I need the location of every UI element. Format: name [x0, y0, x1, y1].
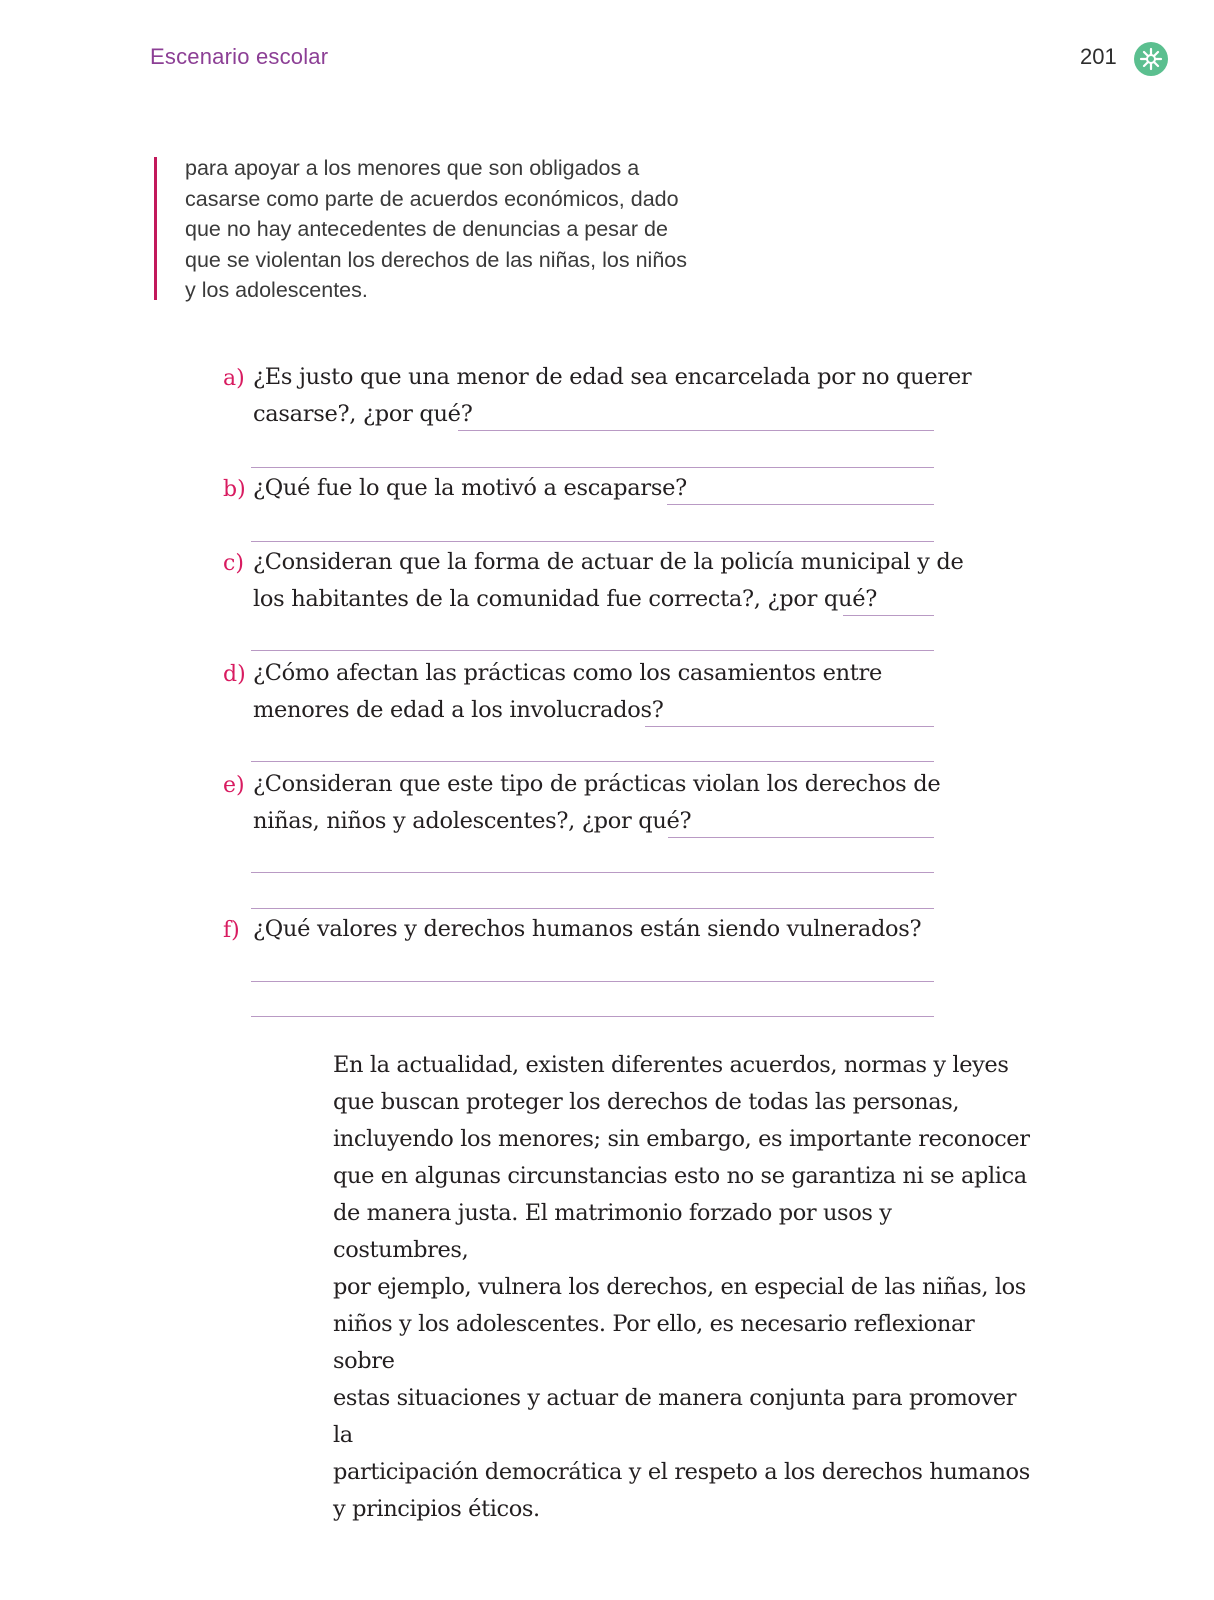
question-letter: f): [223, 918, 240, 943]
quote-line: y los adolescentes.: [185, 278, 368, 302]
answer-line[interactable]: [458, 430, 934, 431]
question-letter: e): [223, 773, 245, 798]
page-number: 201: [1080, 44, 1117, 69]
closing-paragraph: [333, 1047, 1033, 1528]
closing-line: de manera justa. El matrimonio forzado por usos y costumbres,: [333, 1200, 892, 1263]
question-text: ¿Cómo afectan las prácticas como los casamientos entre: [253, 660, 882, 686]
question-text: ¿Es justo que una menor de edad sea encarcelada por no querer: [253, 364, 972, 390]
quote-line: que no hay antecedentes de denuncias a pesar de: [185, 217, 668, 241]
closing-line: En la actualidad, existen diferentes acuerdos, normas y leyes: [333, 1052, 1009, 1078]
question-text: ¿Qué valores y derechos humanos están siendo vulnerados?: [253, 916, 922, 942]
quote-line: casarse como parte de acuerdos económicos, dado: [185, 186, 679, 211]
answer-line[interactable]: [251, 541, 934, 542]
quote-text: [185, 153, 745, 306]
question-text: menores de edad a los involucrados?: [253, 697, 664, 723]
answer-line[interactable]: [251, 872, 934, 873]
quote-line: que se violentan los derechos de las niñas, los niños: [185, 247, 687, 272]
question-text: ¿Qué fue lo que la motivó a escaparse?: [253, 475, 687, 501]
answer-line[interactable]: [251, 981, 934, 982]
answer-line[interactable]: [667, 504, 934, 505]
answer-line[interactable]: [843, 615, 934, 616]
quote-accent-bar: [154, 157, 157, 300]
question-letter: c): [223, 551, 244, 576]
closing-line: niños y los adolescentes. Por ello, es necesario reflexionar sobre: [333, 1311, 975, 1374]
question-text: casarse?, ¿por qué?: [253, 401, 473, 427]
flower-emblem-icon: [1134, 42, 1168, 76]
closing-line: por ejemplo, vulnera los derechos, en especial de las niñas, los: [333, 1274, 1026, 1300]
closing-line: incluyendo los menores; sin embargo, es importante reconocer: [333, 1126, 1030, 1152]
question-letter: b): [223, 477, 246, 502]
closing-line: que buscan proteger los derechos de todas las personas,: [333, 1089, 960, 1115]
question-text: ¿Consideran que este tipo de prácticas violan los derechos de: [253, 771, 941, 797]
answer-line[interactable]: [251, 761, 934, 762]
closing-line: y principios éticos.: [333, 1496, 540, 1522]
quote-line: para apoyar a los menores que son obligados a: [185, 156, 640, 180]
section-title: Escenario escolar: [150, 44, 329, 69]
answer-line[interactable]: [645, 726, 934, 727]
question-text: niñas, niños y adolescentes?, ¿por qué?: [253, 808, 692, 834]
answer-line[interactable]: [668, 837, 934, 838]
answer-line[interactable]: [251, 1016, 934, 1017]
question-letter: d): [223, 662, 246, 687]
closing-line: participación democrática y el respeto a los derechos humanos: [333, 1459, 1030, 1485]
question-letter: a): [223, 366, 245, 391]
answer-line[interactable]: [251, 467, 934, 468]
closing-line: estas situaciones y actuar de manera conjunta para promover la: [333, 1385, 1017, 1448]
closing-line: que en algunas circunstancias esto no se garantiza ni se aplica: [333, 1163, 1027, 1189]
question-text: los habitantes de la comunidad fue correcta?, ¿por qué?: [253, 586, 877, 612]
answer-line[interactable]: [251, 650, 934, 651]
question-text: ¿Consideran que la forma de actuar de la policía municipal y de: [253, 549, 964, 575]
answer-line[interactable]: [251, 908, 934, 909]
